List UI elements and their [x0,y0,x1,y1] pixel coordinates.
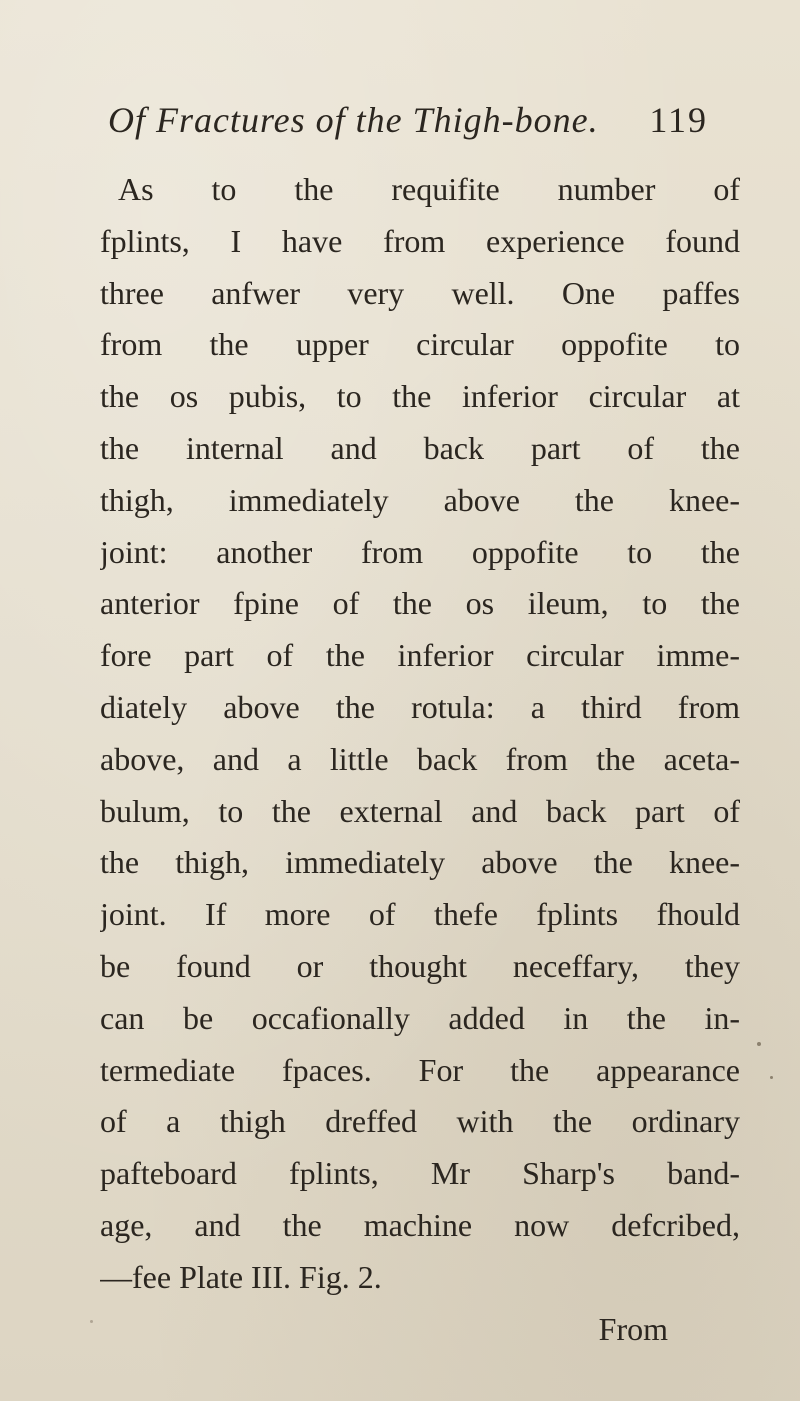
text-line: the internal and back part of the [100,429,740,466]
text-line: anterior fpine of the os ileum, to the [100,585,740,622]
body-text [100,164,740,1347]
page-number: 119 [649,100,708,140]
text-line: joint: another from oppofite to the [100,533,740,570]
text-line: can be occafionally added in the in- [100,999,740,1036]
text-line: the os pubis, to the inferior circular at [100,378,740,415]
text-line: fplints, I have from experience found [100,222,740,259]
text-line: three anfwer very well. One paffes [100,274,740,311]
paper-speck [90,1320,93,1323]
paper-speck [770,1076,773,1079]
text-line: be found or thought neceffary, they [100,947,740,984]
text-line: thigh, immediately above the knee- [100,481,740,518]
text-line: the thigh, immediately above the knee- [100,844,740,881]
text-line: from the upper circular oppofite to [100,326,740,363]
text-line: bulum, to the external and back part of [100,792,740,829]
text-line: pafteboard fplints, Mr Sharp's band- [100,1155,740,1192]
text-line: fore part of the inferior circular imme- [100,637,740,674]
paper-speck [757,1042,761,1046]
running-head-title: Of Fractures of the Thigh-bone. [108,100,599,140]
text-line: termediate fpaces. For the appearance [100,1051,740,1088]
text-line: joint. If more of thefe fplints fhould [100,896,740,933]
text-line: —fee Plate III. Fig. 2. [100,1258,382,1295]
text-line: As to the requifite number of [118,171,740,207]
text-line: diately above the rotula: a third from [100,688,740,725]
catchword: From [598,1310,668,1347]
running-head [108,92,708,148]
text-line: age, and the machine now defcribed, [100,1206,740,1243]
text-line: above, and a little back from the aceta- [100,740,740,777]
text-line: of a thigh dreffed with the ordinary [100,1103,740,1140]
